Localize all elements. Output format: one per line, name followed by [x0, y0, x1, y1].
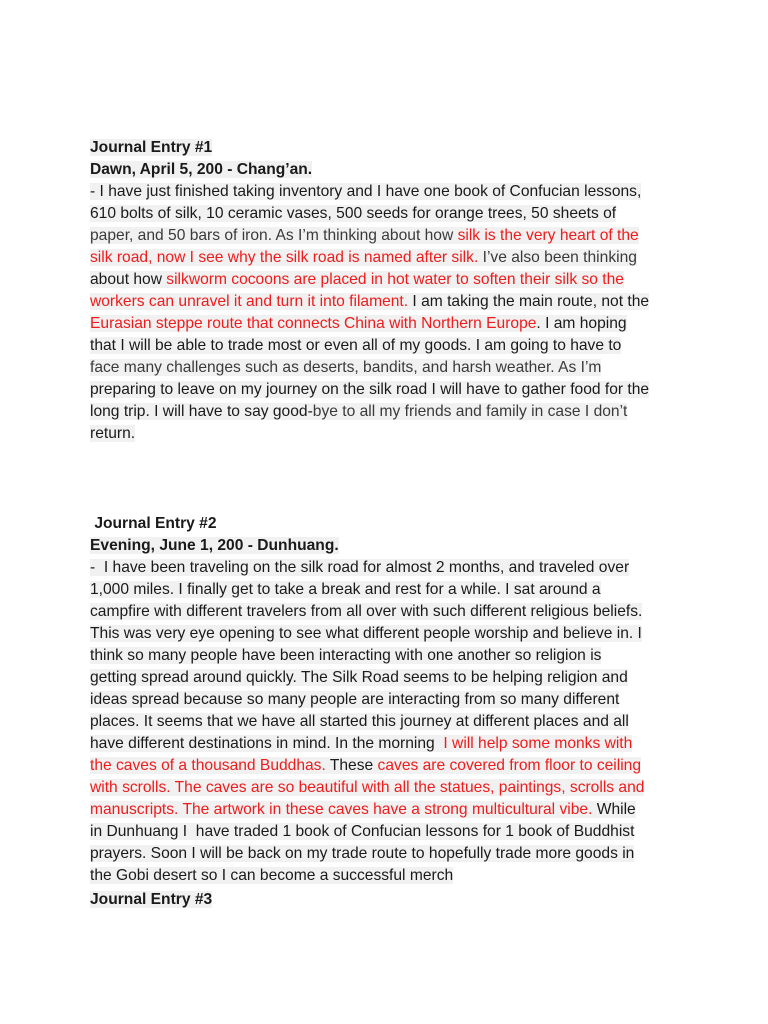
entry1-line: face many challenges such as deserts, bandits, and harsh weather. As I’m [90, 359, 602, 376]
entry1-line: 610 bolts of silk, 10 ceramic vases, 500 seeds for orange trees, 50 sheets of [90, 205, 617, 222]
entry1-line: silk road, now I see why the silk road is named after silk. I’ve also been thinking [90, 249, 637, 266]
entry2-line: - I have been traveling on the silk road for almost 2 months, and traveled over [90, 559, 630, 576]
entry1-line: that I will be able to trade most or even all of my goods. I am going to have to [90, 337, 622, 354]
entry2-line: places. It seems that we have all started this journey at different places and all [90, 713, 629, 730]
entry2-heading: Journal Entry #2 [90, 515, 217, 532]
entry2-line: prayers. Soon I will be back on my trade route to hopefully trade more goods in [90, 845, 635, 862]
entry2-line: getting spread around quickly. The Silk Road seems to be helping religion and [90, 669, 628, 686]
entry1-line: - I have just finished taking inventory and I have one book of Confucian lessons, [90, 183, 642, 200]
entry1-line: preparing to leave on my journey on the silk road I will have to gather food for the [90, 381, 650, 398]
entry1-line: long trip. I will have to say good-bye to all my friends and family in case I don’t [90, 403, 628, 420]
entry2-line: have different destinations in mind. In the morning I will help some monks with [90, 735, 633, 752]
entry2-line: with scrolls. The caves are so beautiful with all the statues, paintings, scrolls and [90, 779, 645, 796]
entry2-line: in Dunhuang I have traded 1 book of Confucian lessons for 1 book of Buddhist [90, 823, 635, 840]
entry2-line: manuscripts. The artwork in these caves have a strong multicultural vibe. While [90, 801, 636, 818]
entry2-line: think so many people have been interacting with one another so religion is [90, 647, 602, 664]
entry2-line: ideas spread because so many people are interacting from so many different [90, 691, 620, 708]
entry2-line: the Gobi desert so I can become a successful merch [90, 867, 454, 884]
entry1-date: Dawn, April 5, 200 - Chang’an. [90, 161, 313, 178]
entry1-heading: Journal Entry #1 [90, 139, 213, 156]
entry2-date: Evening, June 1, 200 - Dunhuang. [90, 537, 339, 554]
entry2-line: the caves of a thousand Buddhas. These caves are covered from floor to ceiling [90, 757, 642, 774]
entry1-line: workers can unravel it and turn it into filament. I am taking the main route, not the [90, 293, 650, 310]
entry1-line: paper, and 50 bars of iron. As I’m thinking about how silk is the very heart of the [90, 227, 639, 244]
entry2-line: 1,000 miles. I finally get to take a break and rest for a while. I sat around a [90, 581, 601, 598]
entry2-line: This was very eye opening to see what different people worship and believe in. I [90, 625, 642, 642]
entry1-line: Eurasian steppe route that connects China with Northern Europe. I am hoping [90, 315, 627, 332]
entry1-line: return. [90, 425, 136, 442]
entry1-line: about how silkworm cocoons are placed in hot water to soften their silk so the [90, 271, 624, 288]
entry2-line: campfire with different travelers from all over with such different religious beliefs. [90, 603, 643, 620]
entry3-heading: Journal Entry #3 [90, 891, 213, 908]
